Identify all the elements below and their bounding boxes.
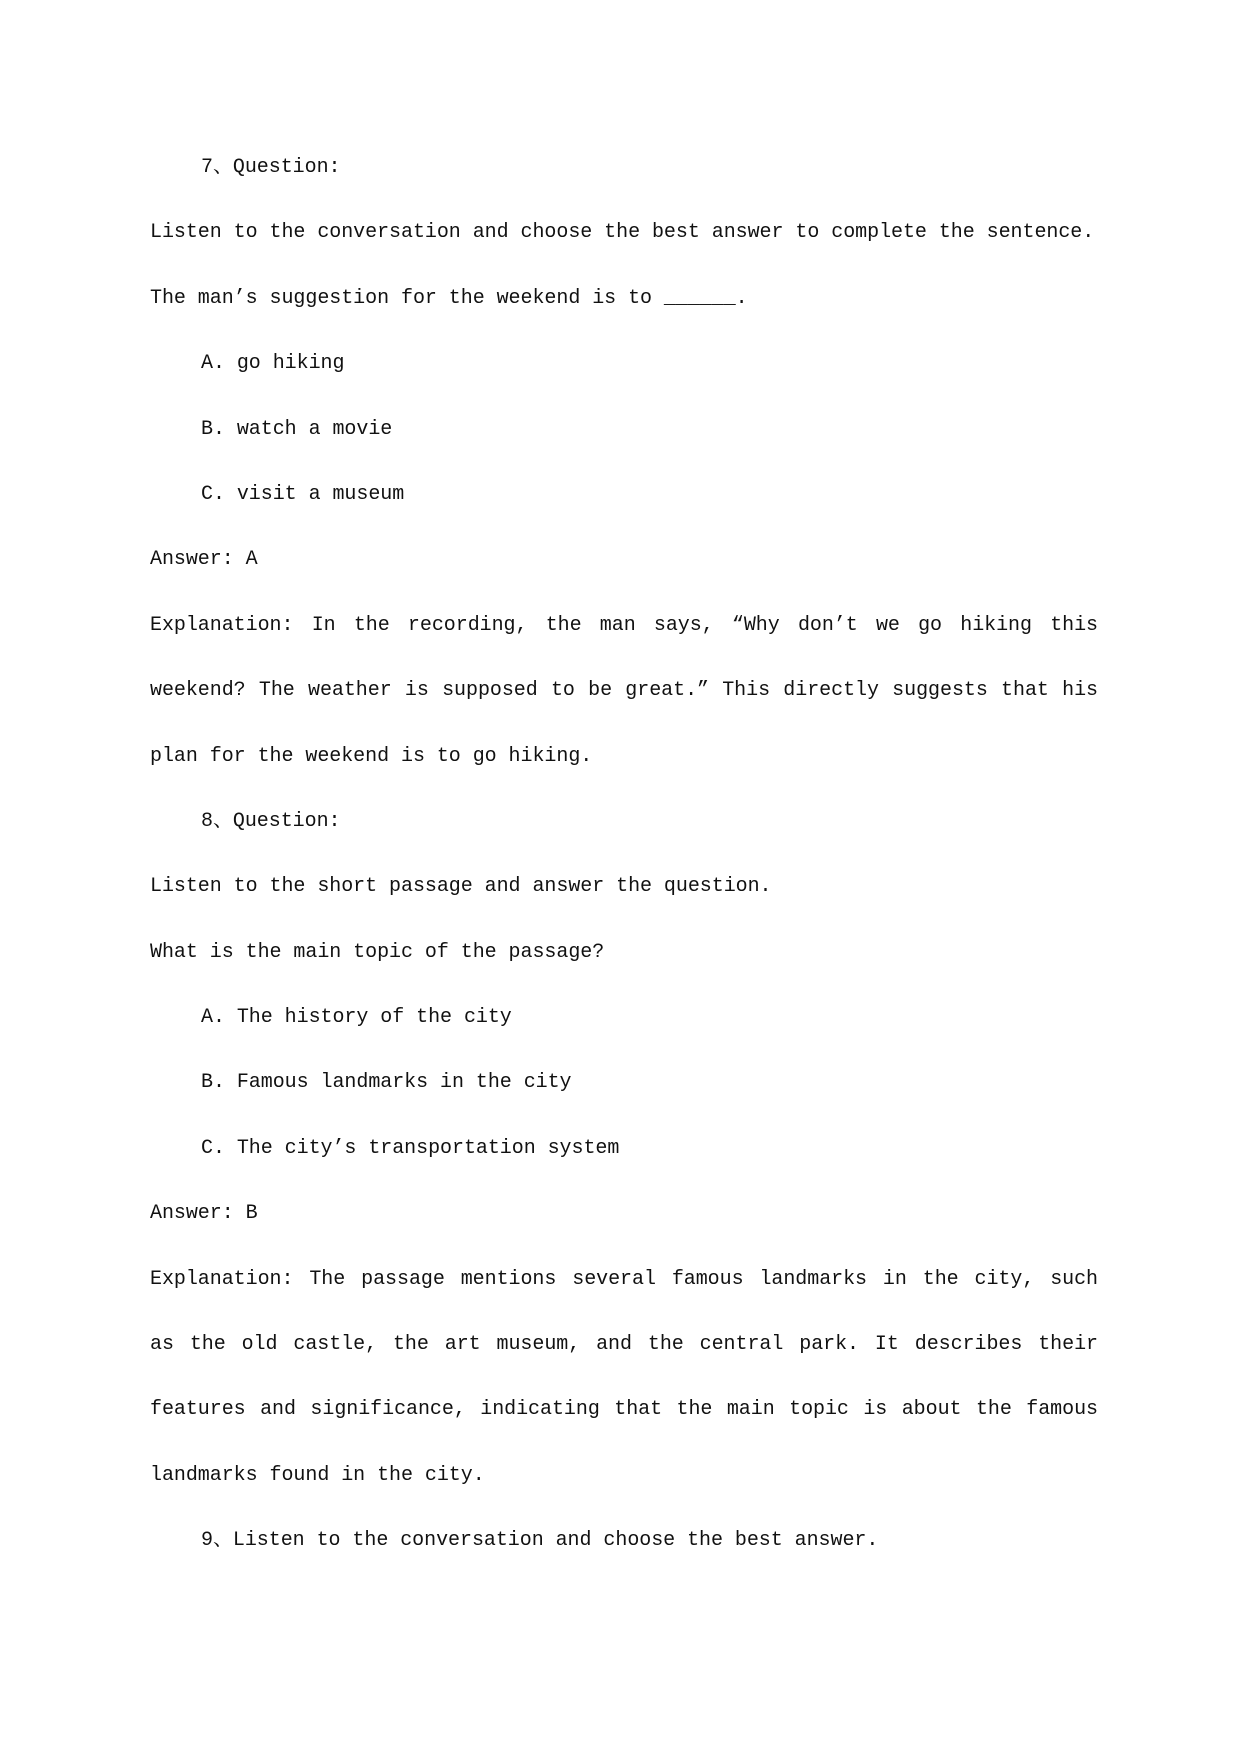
- option-b: B. watch a movie: [201, 417, 393, 441]
- question-8: [150, 789, 1098, 1508]
- answer-value: A: [245, 548, 258, 572]
- explanation-line: [150, 1247, 1098, 1312]
- explanation-label: Explanation:: [150, 1267, 294, 1291]
- option-a: A. go hiking: [201, 352, 345, 376]
- explanation-line: [150, 593, 1098, 658]
- option-b: B. Famous landmarks in the city: [201, 1071, 572, 1095]
- explanation-label: Explanation:: [150, 613, 294, 637]
- question-7: [150, 135, 1098, 789]
- question-prompt: What is the main topic of the passage?: [150, 940, 605, 964]
- question-heading: 9、Listen to the conversation and choose the best answer.: [201, 1529, 879, 1553]
- question-heading: 7、Question:: [201, 156, 341, 179]
- explanation-line: plan for the weekend is to go hiking.: [150, 744, 593, 768]
- explanation-text: In the recording, the man says, “Why don’t we go hiking this: [311, 613, 1098, 637]
- answer-label: Answer:: [150, 548, 234, 572]
- explanation-line: as the old castle, the art museum, and the central park. It describes their: [150, 1333, 1098, 1357]
- explanation-text: The passage mentions several famous landmarks in the city, such: [309, 1267, 1098, 1291]
- answer-line: [150, 1181, 1098, 1246]
- explanation-line: features and significance, indicating that the main topic is about the famous: [150, 1398, 1098, 1422]
- question-9: [150, 1508, 1098, 1573]
- explanation-line: landmarks found in the city.: [150, 1463, 485, 1487]
- option-a: A. The history of the city: [201, 1006, 512, 1030]
- question-prompt: The man’s suggestion for the weekend is to ______.: [150, 286, 748, 310]
- answer-line: [150, 527, 1098, 592]
- option-c: C. visit a museum: [201, 482, 405, 506]
- question-instruction: Listen to the short passage and answer the question.: [150, 875, 772, 899]
- document-page: [150, 135, 1098, 1574]
- question-heading: 8、Question:: [201, 809, 341, 833]
- answer-label: Answer:: [150, 1202, 234, 1226]
- answer-value: B: [245, 1202, 258, 1226]
- option-c: C. The city’s transportation system: [201, 1136, 620, 1160]
- explanation-line: weekend? The weather is supposed to be great.” This directly suggests that his: [150, 679, 1098, 703]
- question-instruction: Listen to the conversation and choose the best answer to complete the sentence.: [150, 221, 1095, 245]
